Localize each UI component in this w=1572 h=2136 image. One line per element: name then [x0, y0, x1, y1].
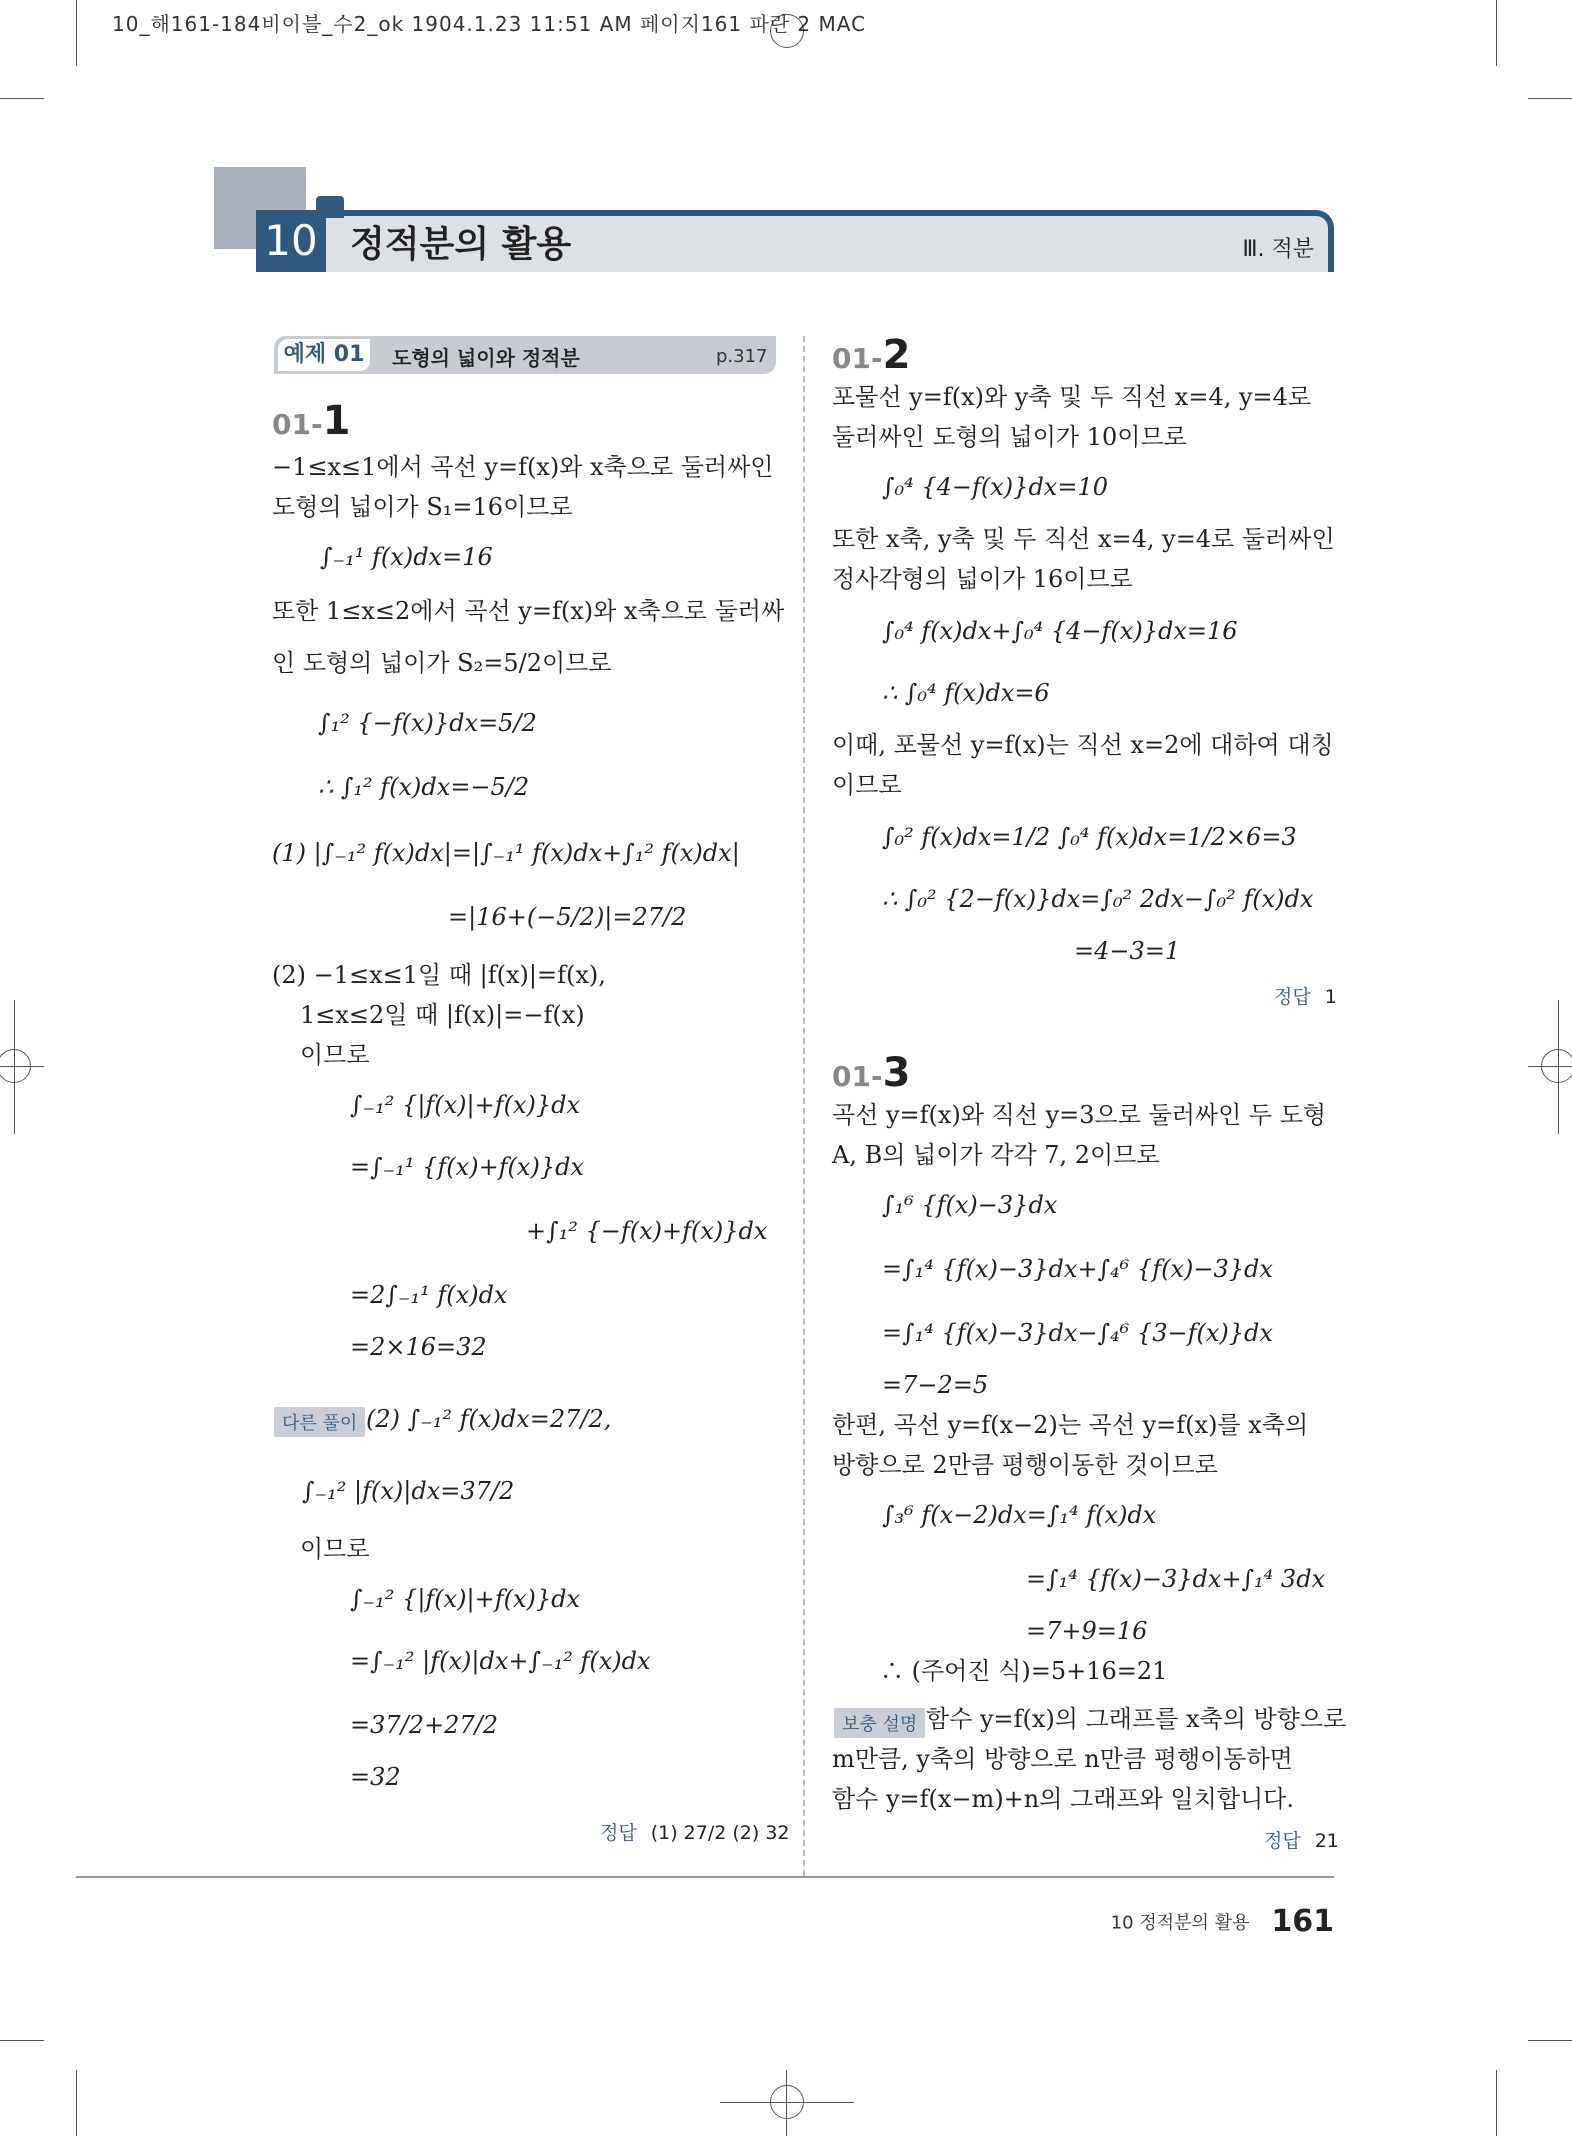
chapter-number: 10	[256, 210, 326, 272]
equation: (2) ∫₋₁² f(x)dx=27/2,	[366, 1405, 612, 1433]
answer-value: 21	[1314, 1830, 1339, 1852]
solution-line: 도형의 넓이가 S₁=16이므로	[272, 493, 573, 521]
crop-mark	[1528, 98, 1572, 99]
solution-line: 이므로	[300, 1041, 370, 1069]
solution-line: 1≤x≤2일 때 |f(x)|=−f(x)	[300, 1001, 585, 1029]
page-footer	[1111, 1904, 1334, 1939]
equation: ∴ ∫₀² {2−f(x)}dx=∫₀² 2dx−∫₀² f(x)dx	[882, 885, 1314, 913]
answer-label: 정답	[1274, 986, 1311, 1008]
registration-mark	[770, 2085, 804, 2119]
solution-line: (2) −1≤x≤1일 때 |f(x)|=f(x),	[272, 961, 606, 989]
column-divider	[803, 336, 805, 1876]
equation: ∫₁² {−f(x)}dx=5/2	[318, 709, 537, 737]
problem-heading	[272, 398, 350, 444]
equation: =∫₋₁¹ {f(x)+f(x)}dx	[350, 1153, 584, 1181]
crop-mark	[76, 0, 77, 66]
crop-mark	[1528, 2040, 1572, 2041]
solution-line: 또한 x축, y축 및 두 직선 x=4, y=4로 둘러싸인	[832, 525, 1335, 553]
equation: ∫₀⁴ f(x)dx+∫₀⁴ {4−f(x)}dx=16	[882, 617, 1238, 645]
equation: ∫₀² f(x)dx=1/2 ∫₀⁴ f(x)dx=1/2×6=3	[882, 823, 1297, 851]
equation: +∫₁² {−f(x)+f(x)}dx	[526, 1217, 768, 1245]
example-page-ref: p.317	[716, 346, 768, 367]
solution-line: 인 도형의 넓이가 S₂=5/2이므로	[272, 649, 612, 677]
solution-line: A, B의 넓이가 각각 7, 2이므로	[832, 1141, 1160, 1169]
solution-line: ∴ (주어진 식)=5+16=21	[880, 1657, 1168, 1685]
equation: ∴ ∫₀⁴ f(x)dx=6	[882, 679, 1050, 707]
alt-solution-badge: 다른 풀이	[274, 1407, 365, 1437]
problem-prefix: 01-	[272, 408, 323, 441]
note-line: m만큼, y축의 방향으로 n만큼 평행이동하면	[832, 1745, 1293, 1773]
problem-heading	[832, 332, 910, 378]
answer-label: 정답	[600, 1822, 637, 1844]
problem-prefix: 01-	[832, 342, 883, 375]
page-number: 161	[1271, 1904, 1334, 1939]
note-line: 함수 y=f(x−m)+n의 그래프와 일치합니다.	[832, 1785, 1294, 1813]
crop-mark	[1496, 0, 1497, 66]
registration-mark	[0, 1049, 31, 1083]
equation: =∫₁⁴ {f(x)−3}dx+∫₄⁶ {f(x)−3}dx	[882, 1255, 1273, 1283]
note-line: 함수 y=f(x)의 그래프를 x축의 방향으로	[926, 1705, 1347, 1733]
solution-line: 방향으로 2만큼 평행이동한 것이므로	[832, 1451, 1218, 1479]
answer-value: 1	[1324, 986, 1337, 1008]
solution-line: 포물선 y=f(x)와 y축 및 두 직선 x=4, y=4로	[832, 383, 1312, 411]
equation: =2×16=32	[350, 1333, 487, 1361]
crop-mark	[0, 2040, 44, 2041]
answer	[600, 1818, 790, 1845]
equation: ∫₋₁² |f(x)|dx=37/2	[302, 1477, 515, 1505]
equation: =4−3=1	[1074, 937, 1181, 965]
equation: =32	[350, 1763, 401, 1791]
equation: ∫₋₁² {|f(x)|+f(x)}dx	[350, 1091, 581, 1119]
supplement-badge: 보충 설명	[834, 1708, 925, 1738]
example-tag: 예제 01	[278, 339, 370, 371]
answer	[1264, 1826, 1339, 1853]
part-label: Ⅲ. 적분	[1242, 237, 1314, 262]
registration-mark	[1541, 1049, 1572, 1083]
problem-number: 2	[882, 332, 911, 378]
equation: =7−2=5	[882, 1371, 989, 1399]
equation: ∴ ∫₁² f(x)dx=−5/2	[318, 773, 530, 801]
equation: ∫₋₁² {|f(x)|+f(x)}dx	[350, 1585, 581, 1613]
equation: =2∫₋₁¹ f(x)dx	[350, 1281, 508, 1309]
equation: =∫₋₁² |f(x)|dx+∫₋₁² f(x)dx	[350, 1647, 651, 1675]
problem-number: 3	[882, 1050, 911, 1096]
problem-heading	[832, 1050, 910, 1096]
answer	[1274, 982, 1337, 1009]
solution-line: 또한 1≤x≤2에서 곡선 y=f(x)와 x축으로 둘러싸	[272, 597, 785, 625]
solution-line: 이므로	[300, 1535, 370, 1563]
equation: =|16+(−5/2)|=27/2	[448, 903, 687, 931]
chapter-title: 정적분의 활용	[350, 224, 572, 265]
answer-label: 정답	[1264, 1830, 1301, 1852]
problem-number: 1	[322, 398, 351, 444]
solution-line: 이므로	[832, 771, 902, 799]
crop-mark	[0, 98, 44, 99]
equation: =∫₁⁴ {f(x)−3}dx−∫₄⁶ {3−f(x)}dx	[882, 1319, 1273, 1347]
equation: ∫₃⁶ f(x−2)dx=∫₁⁴ f(x)dx	[882, 1501, 1157, 1529]
footer-title: 10 정적분의 활용	[1110, 1912, 1250, 1934]
equation: (1) |∫₋₁² f(x)dx|=|∫₋₁¹ f(x)dx+∫₁² f(x)dx|	[272, 839, 740, 867]
equation: ∫₋₁¹ f(x)dx=16	[320, 543, 493, 571]
answer-value: (1) 27/2 (2) 32	[650, 1822, 790, 1844]
equation: =7+9=16	[1026, 1617, 1148, 1645]
solution-line: −1≤x≤1에서 곡선 y=f(x)와 x축으로 둘러싸인	[272, 453, 774, 481]
bottom-rule	[76, 1876, 1334, 1878]
print-slug: 10_해161-184비이블_수2_ok 1904.1.23 11:51 AM 페이지161 파란 2 MAC	[112, 12, 867, 36]
solution-line: 둘러싸인 도형의 넓이가 10이므로	[832, 423, 1187, 451]
equation: =37/2+27/2	[350, 1711, 499, 1739]
solution-line: 이때, 포물선 y=f(x)는 직선 x=2에 대하여 대칭	[832, 731, 1334, 759]
equation: ∫₁⁶ {f(x)−3}dx	[882, 1191, 1058, 1219]
solution-line: 정사각형의 넓이가 16이므로	[832, 565, 1133, 593]
crop-mark	[1496, 2070, 1497, 2136]
equation: ∫₀⁴ {4−f(x)}dx=10	[882, 473, 1108, 501]
solution-line: 한편, 곡선 y=f(x−2)는 곡선 y=f(x)를 x축의	[832, 1411, 1309, 1439]
problem-prefix: 01-	[832, 1060, 883, 1093]
crop-mark	[76, 2070, 77, 2136]
solution-line: 곡선 y=f(x)와 직선 y=3으로 둘러싸인 두 도형	[832, 1101, 1327, 1129]
example-title: 도형의 넓이와 정적분	[392, 346, 580, 370]
equation: =∫₁⁴ {f(x)−3}dx+∫₁⁴ 3dx	[1026, 1565, 1326, 1593]
